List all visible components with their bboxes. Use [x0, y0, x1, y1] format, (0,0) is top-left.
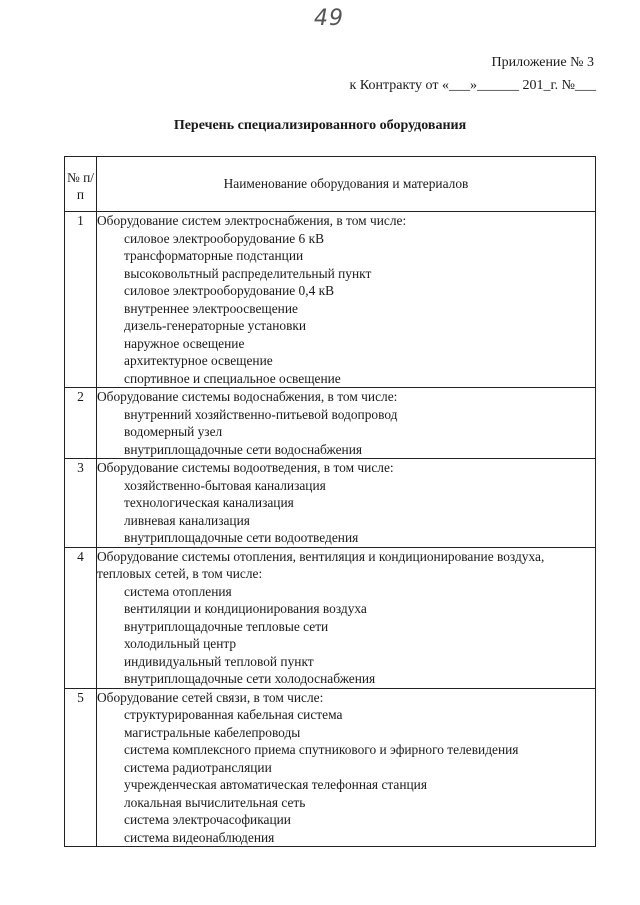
row-number: 3 [65, 459, 97, 548]
header-name: Наименование оборудования и материалов [97, 157, 596, 212]
equipment-item: холодильный центр [124, 636, 237, 651]
equipment-item: внутриплощадочные тепловые сети [124, 618, 329, 634]
equipment-item: внутреннее электроосвещение [124, 300, 298, 316]
row-content [97, 212, 596, 388]
equipment-item: система отопления [124, 583, 232, 599]
equipment-item: силовое электрооборудование 6 кВ [124, 230, 325, 246]
category-title: Оборудование системы водоснабжения, в том числе: [97, 389, 398, 404]
equipment-table [64, 156, 596, 847]
table-row [65, 459, 596, 548]
equipment-item: внутриплощадочные сети холодоснабжения [124, 671, 376, 686]
equipment-item: локальная вычислительная сеть [124, 794, 306, 810]
equipment-item: система радиотрансляции [124, 759, 272, 775]
equipment-item: хозяйственно-бытовая канализация [124, 477, 326, 493]
equipment-item: водомерный узел [124, 424, 223, 439]
table-body [65, 212, 596, 847]
equipment-item: дизель-генераторные установки [124, 318, 307, 333]
table-row [65, 688, 596, 847]
equipment-item: вентиляции и кондиционирования воздуха [124, 601, 367, 616]
page-number: 49 [314, 6, 344, 31]
equipment-item: наружное освещение [124, 335, 245, 351]
equipment-item: учрежденческая автоматическая телефонная станция [124, 777, 428, 792]
header-number-label: № п/п [66, 170, 94, 202]
equipment-item: магистральные кабелепроводы [124, 724, 301, 740]
row-content [97, 547, 596, 688]
appendix-title: Приложение № 3 [491, 55, 594, 70]
table-row [65, 547, 596, 688]
equipment-item: внутриплощадочные сети водоотведения [124, 530, 359, 545]
equipment-item: система электрочасофикации [124, 812, 291, 827]
equipment-item: индивидуальный тепловой пункт [124, 653, 314, 669]
equipment-item: технологическая канализация [124, 495, 294, 510]
equipment-item: внутриплощадочные сети водоснабжения [124, 441, 363, 457]
equipment-item: ливневая канализация [124, 512, 250, 528]
category-title: Оборудование системы водоотведения, в том числе: [97, 460, 394, 475]
row-number: 1 [65, 212, 97, 388]
equipment-item: высоковольтный распределительный пункт [124, 265, 372, 281]
contract-reference: к Контракту от «___»______ 201_г. №___ [349, 78, 596, 93]
equipment-item: спортивное и специальное освещение [124, 370, 341, 386]
table-row [65, 388, 596, 459]
equipment-item: трансформаторные подстанции [124, 248, 304, 263]
table-row [65, 212, 596, 388]
equipment-item: архитектурное освещение [124, 353, 273, 368]
category-title: Оборудование системы отопления, вентиляция и кондиционирование воздуха, тепловых сетей, в том числе: [97, 548, 545, 581]
row-content [97, 688, 596, 847]
document-title: Перечень специализированного оборудования [173, 118, 467, 133]
equipment-item: структурированная кабельная система [124, 707, 343, 722]
table-header-row [65, 157, 596, 212]
row-number: 4 [65, 547, 97, 688]
row-number: 5 [65, 688, 97, 847]
row-content [97, 459, 596, 548]
category-title: Оборудование сетей связи, в том числе: [97, 689, 324, 705]
equipment-item: внутренний хозяйственно-питьевой водопровод [124, 406, 398, 422]
equipment-item: силовое электрооборудование 0,4 кВ [124, 283, 335, 298]
row-content [97, 388, 596, 459]
equipment-item: система комплексного приема спутникового и эфирного телевидения [124, 742, 519, 757]
header-number [65, 157, 97, 212]
equipment-item: система видеонаблюдения [124, 829, 275, 845]
row-number: 2 [65, 388, 97, 459]
category-title: Оборудование систем электроснабжения, в том числе: [97, 213, 407, 228]
